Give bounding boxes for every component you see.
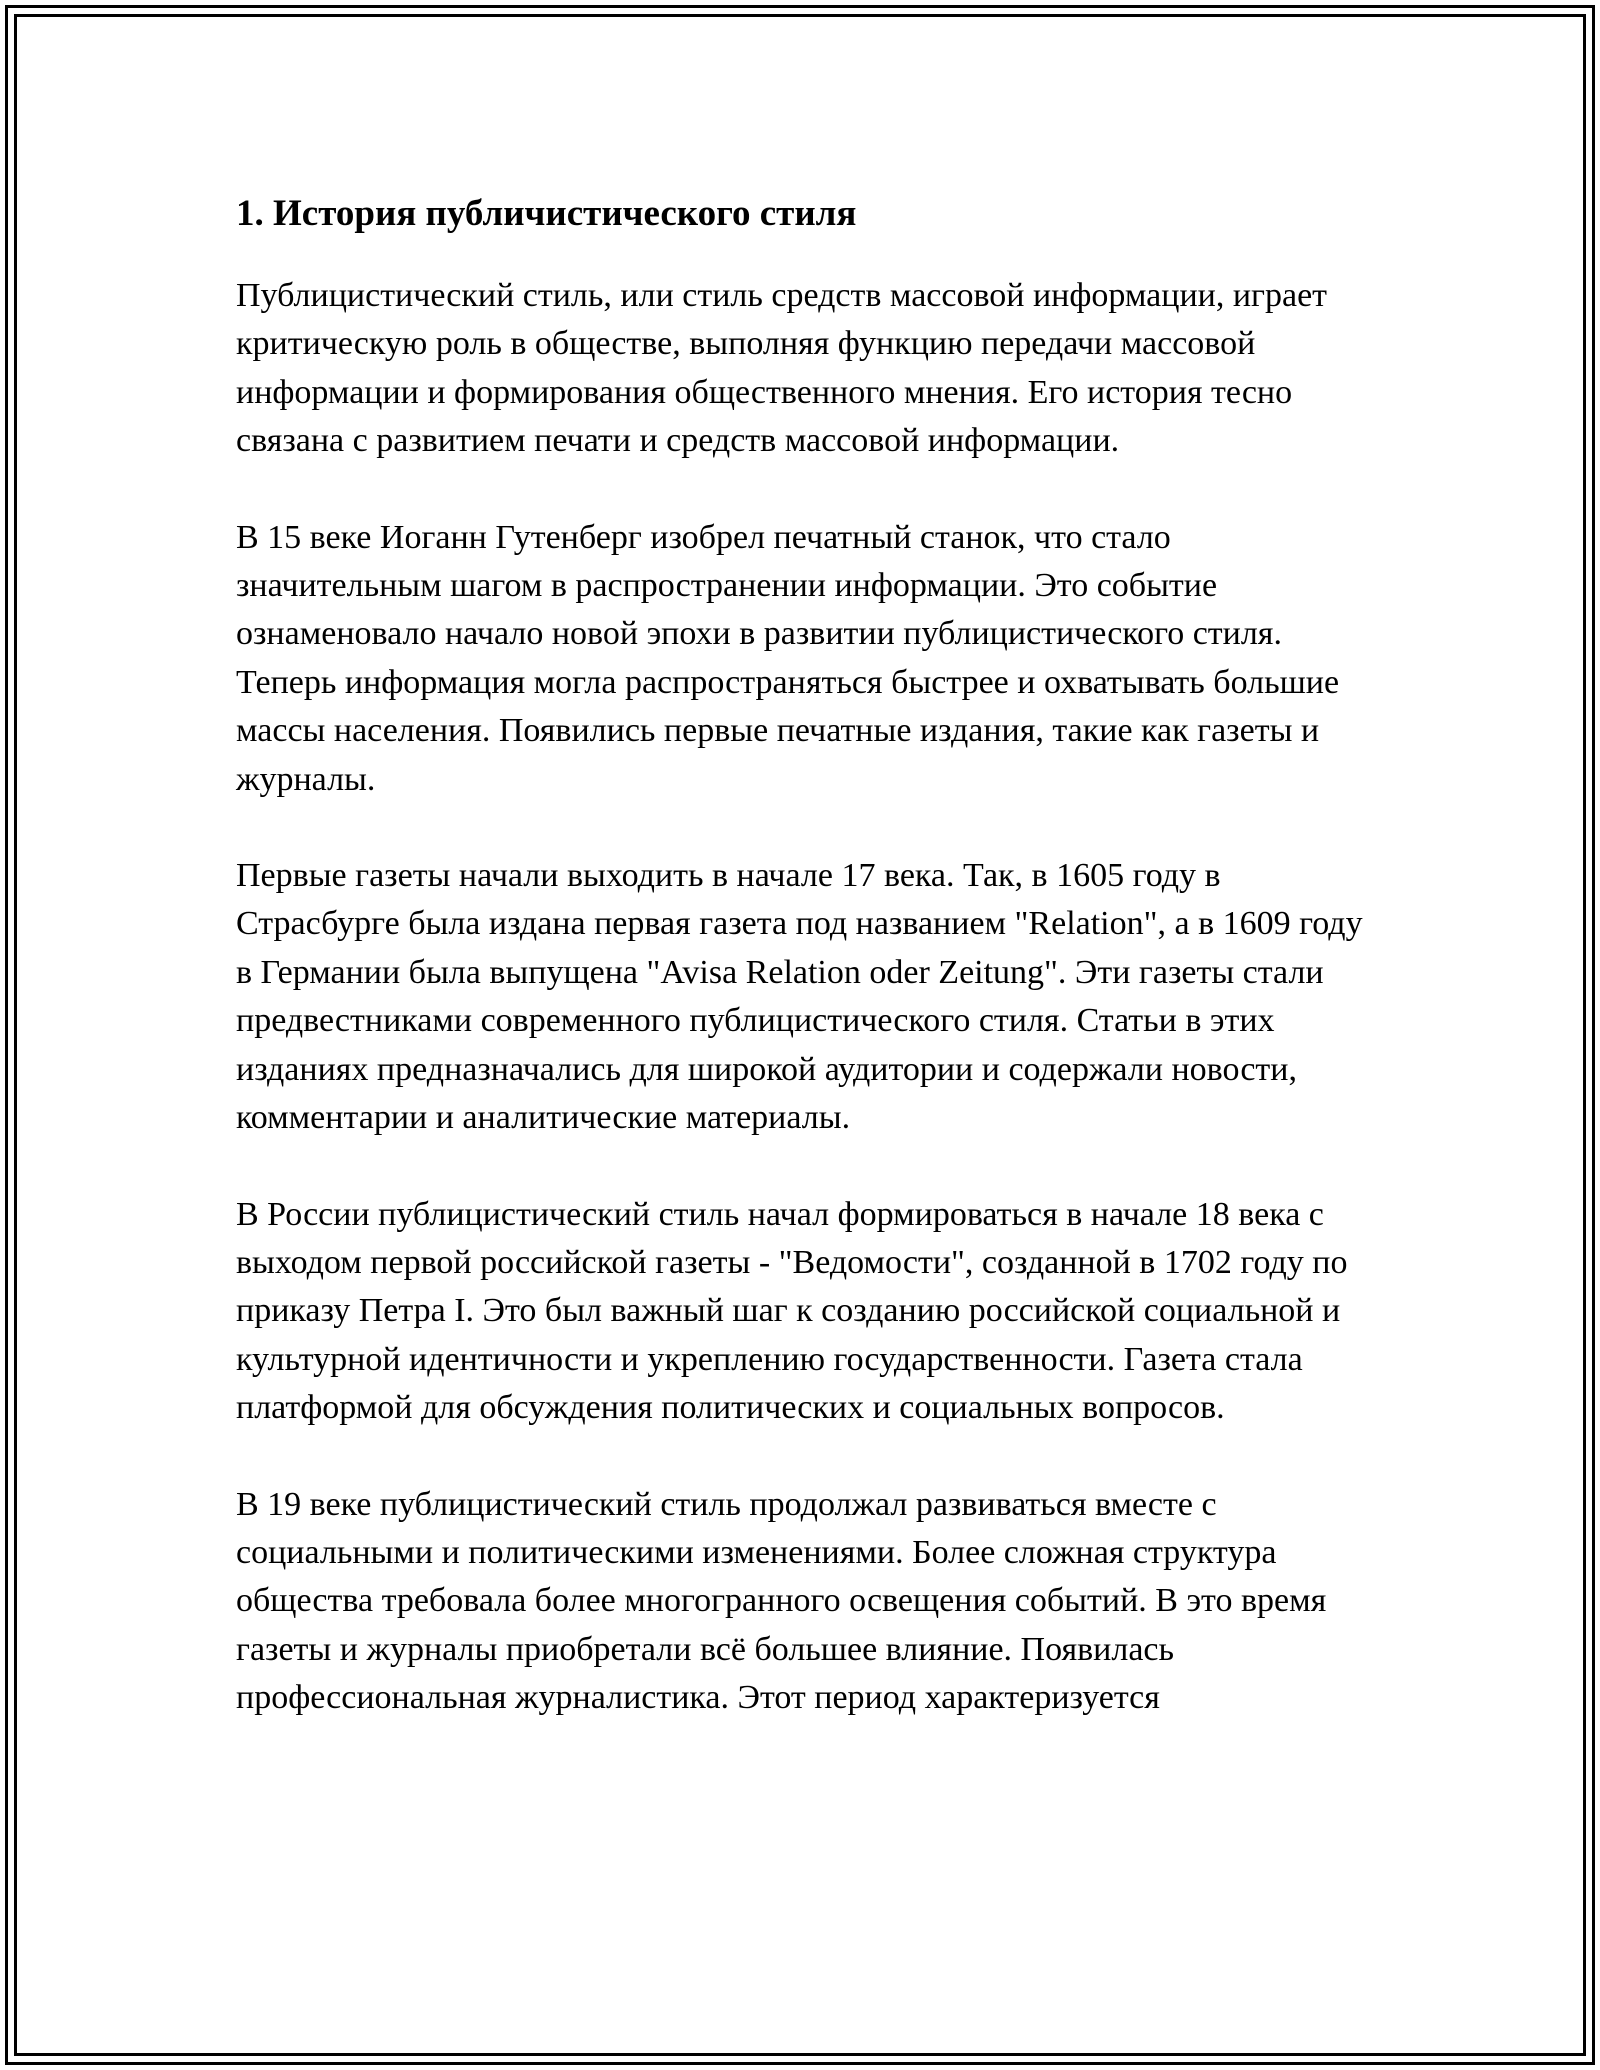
section-heading: 1. История публичистического стиля — [236, 193, 857, 234]
paragraph-intro: Публицистический стиль, или стиль средств массовой информации, играет критическую роль в обществе, выполняя функцию передачи массовой информации и формирования общественного мнения. Его история тесно связана с развитием печати и средств массовой информации. — [236, 277, 1328, 460]
page-content — [236, 186, 1366, 1771]
paragraph-first-newspapers: Первые газеты начали выходить в начале 17 века. Так, в 1605 году в Страсбурге была издана первая газета под названием "Relation", а в 1609 году в Германии была выпущена "Avisa Relation oder Zeitung". Эти газеты стали предвестниками современного публицистического стиля. Статьи в этих изданиях предназначались для широкой аудитории и содержали новости, комментарии и аналитические материалы. — [236, 857, 1363, 1137]
paragraph-russia: В России публицистический стиль начал формироваться в начале 18 века с выходом первой российской газеты - "Ведомости", созданной в 1702 году по приказу Петра I. Это был важный шаг к созданию российской социальной и культурной идентичности и укреплению государственности. Газета стала платформой для обсуждения политических и социальных вопросов. — [236, 1195, 1348, 1427]
paragraph-19th-century: В 19 веке публицистический стиль продолжал развиваться вместе с социальными и политическими изменениями. Более сложная структура общества требовала более многогранного освещения событий. В это время газеты и журналы приобретали всё большее влияние. Появилась профессиональная журналистика. Этот период характеризуется — [236, 1485, 1327, 1717]
paragraph-gutenberg: В 15 веке Иоганн Гутенберг изобрел печатный станок, что стало значительным шагом в распространении информации. Это событие ознаменовало начало новой эпохи в развитии публицистического стиля. Теперь информация могла распространяться быстрее и охватывать большие массы населения. Появились первые печатные издания, такие как газеты и журналы. — [236, 518, 1340, 798]
